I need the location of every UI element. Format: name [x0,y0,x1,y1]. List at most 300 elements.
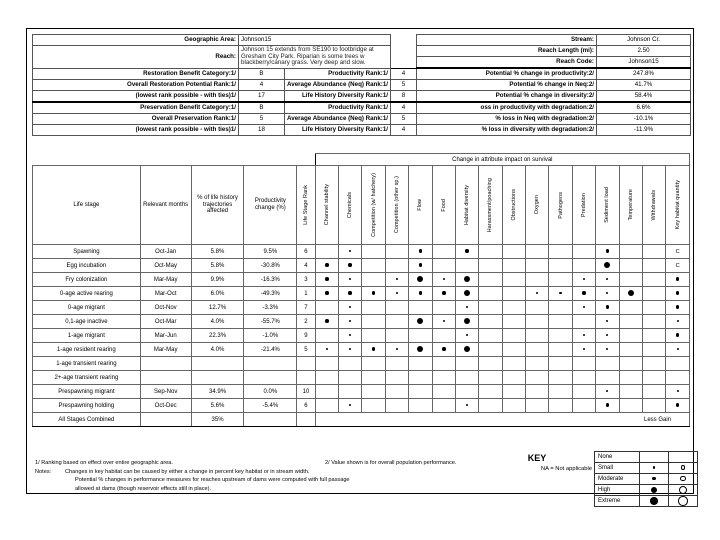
pres-productivity-rank-label: Productivity Rank:1/ [285,102,391,114]
pct-trajectories-affected: 4.0% [191,343,244,357]
col-header-obstructions: Obstructions [502,166,525,245]
potential-neq-label: Potential % change in Neq:2/ [417,80,597,91]
attribute-impact-cell [596,273,619,287]
attribute-impact-cell [455,315,478,329]
impact-dot-mod [676,277,680,281]
col-header-withdrawals: Withdrawals [642,166,665,245]
col-header-competition-w-hatchery: Competition (w/ hatchery) [362,166,385,245]
attribute-impact-cell [455,357,478,371]
stream-label: Stream: [417,35,597,46]
lowest-rank-preservation-label: (lowest rank possible - with ties)1/ [33,125,239,136]
attribute-impact-cell [432,301,455,315]
attribute-impact-cell [385,273,408,287]
life-history-diversity-rank-label: Life History Diversity Rank:1/ [285,91,391,103]
impact-dot-small [396,348,398,350]
impact-dot-mod [676,403,680,407]
attribute-impact-cell [315,273,338,287]
key-row [595,452,698,463]
matrix-row [33,245,690,259]
impact-dot-small [536,292,538,294]
attribute-impact-cell [596,343,619,357]
impact-dot-small [583,348,585,350]
relevant-months: Oct-Nov [140,301,191,315]
attribute-impact-cell [315,245,338,259]
attribute-impact-cell [502,245,525,259]
restoration-benefit-category-value: B [239,68,285,80]
key-row [595,463,698,474]
preservation-row-2 [33,125,691,136]
impact-dot-small [677,320,679,322]
attribute-impact-cell [385,385,408,399]
avg-abundance-rank-label: Average Abundance (Neq) Rank:1/ [285,80,391,91]
attribute-impact-cell [642,245,665,259]
note-3: allowed at dams (though reservoir effects still in place). [75,485,212,492]
attribute-impact-cell [642,273,665,287]
attribute-impact-cell [479,371,502,385]
impact-dot-mod [606,305,610,309]
impact-dot-mod [676,305,680,309]
attribute-impact-cell [455,301,478,315]
attribute-impact-cell [549,245,572,259]
matrix-row [33,371,690,385]
life-stage-rank: 3 [297,273,315,287]
col-header-relevant-months: Relevant months [140,166,191,245]
life-stage-name: 2+-age transient rearing [33,371,141,385]
attribute-impact-cell [409,357,432,371]
impact-dot-small [606,390,608,392]
overall-restoration-rank-label: Overall Restoration Potential Rank:1/ [33,80,239,91]
productivity-change [244,357,297,371]
attribute-impact-cell [315,259,338,273]
reach-length-label: Reach Length (mi): [417,46,597,57]
col-header-channel-stability: Channel stability [315,166,338,245]
impact-dot-small [349,250,351,252]
attribute-impact-cell [619,357,642,371]
impact-dot-mod [419,249,423,253]
attribute-impact-cell [666,371,690,385]
attribute-impact-cell [596,259,619,273]
productivity-change [244,371,297,385]
attribute-impact-cell [409,301,432,315]
attribute-impact-cell [479,329,502,343]
attribute-impact-cell [479,245,502,259]
life-stage-name: Egg incubation [33,259,141,273]
attribute-impact-cell [315,385,338,399]
attribute-impact-cell [619,315,642,329]
life-stage-name: 0,1-age inactive [33,315,141,329]
impact-dot-mod [582,291,586,295]
preservation-benefit-category-value: B [239,102,285,114]
attribute-impact-cell [339,259,362,273]
attribute-impact-cell [666,385,690,399]
impact-dot-mod [419,291,423,295]
key-filled-symbol [640,474,669,485]
attribute-impact-cell [642,259,665,273]
col-header-life-stage: Life stage [33,166,141,245]
attribute-impact-cell [572,343,595,357]
impact-dot-mod [325,277,329,281]
attribute-impact-cell [432,287,455,301]
life-stage-rank: 9 [297,329,315,343]
impact-dot-small [349,334,351,336]
life-stage-name: Prespawning holding [33,399,141,413]
lowest-rank-preservation-value: 18 [239,125,285,136]
key-label: None [595,452,640,463]
col-header-sediment-load: Sediment load [596,166,619,245]
impact-dot-small [349,348,351,350]
reach-length-value: 2.50 [597,46,691,57]
impact-dot-high [604,262,610,268]
impact-dot-small [396,292,398,294]
impact-dot-mod [372,347,376,351]
attribute-impact-cell [362,385,385,399]
attribute-impact-cell [526,357,549,371]
attribute-impact-cell [572,357,595,371]
attribute-impact-cell [549,273,572,287]
col-header-oxygen: Oxygen [526,166,549,245]
relevant-months: Oct-Jan [140,245,191,259]
productivity-change: 9.5% [244,245,297,259]
attribute-impact-cell [409,371,432,385]
impact-dot-mod [442,347,446,351]
attribute-impact-cell [432,315,455,329]
attribute-impact-cell [596,245,619,259]
attribute-impact-cell [502,259,525,273]
impact-dot-small [466,334,468,336]
pct-trajectories-affected [191,371,244,385]
attribute-impact-cell [315,357,338,371]
life-stage-rank: 6 [297,399,315,413]
attribute-impact-cell [362,357,385,371]
life-stage-rank [297,357,315,371]
life-stage-matrix [32,153,690,427]
attribute-impact-cell [455,343,478,357]
relevant-months: Oct-Mar [140,315,191,329]
attribute-group-title: Change in attribute impact on survival [315,154,689,166]
key-filled-symbol [640,452,669,463]
restoration-benefit-category-label: Restoration Benefit Category:1/ [33,68,239,80]
impact-dot-mod [325,263,329,267]
pct-trajectories-affected: 34.9% [191,385,244,399]
attribute-impact-cell [339,357,362,371]
attribute-impact-cell [432,343,455,357]
impact-dot-high [464,346,470,352]
attribute-impact-cell [479,385,502,399]
attribute-impact-cell [596,301,619,315]
impact-dot-mod [606,403,610,407]
attribute-impact-cell [526,273,549,287]
attribute-impact-cell [666,329,690,343]
geographic-area-label: Geographic Area: [33,35,239,46]
overall-restoration-rank-value: 4 [239,80,285,91]
ring-icon [678,496,688,506]
attribute-impact-cell [479,343,502,357]
attribute-impact-cell [455,273,478,287]
overall-preservation-rank-label: Overall Preservation Rank:1/ [33,114,239,125]
attribute-impact-cell [642,315,665,329]
impact-dot-mod [325,319,329,323]
attribute-impact-cell [642,399,665,413]
attribute-impact-cell [432,357,455,371]
life-stage-name: 0-age active rearing [33,287,141,301]
attribute-impact-cell [432,399,455,413]
impact-dot-mod [348,263,352,267]
potential-productivity-label: Potential % change in productivity:2/ [417,68,597,80]
attribute-impact-cell [596,385,619,399]
lowest-rank-restoration-label: (lowest rank possible - with ties)1/ [33,91,239,103]
attribute-impact-cell [502,399,525,413]
pres-productivity-rank-value: 4 [391,102,417,114]
impact-dot-small [349,320,351,322]
pct-trajectories-affected: 22.3% [191,329,244,343]
attribute-impact-cell [596,287,619,301]
total-row-label: All Stages Combined [33,413,141,427]
attribute-impact-cell [479,287,502,301]
key-row [595,485,698,496]
productivity-change: -3.3% [244,301,297,315]
life-stage-rank: 10 [297,385,315,399]
attribute-impact-cell [572,329,595,343]
productivity-rank-value: 4 [391,68,417,80]
matrix-header-spacer [33,154,316,166]
attribute-impact-cell [409,315,432,329]
matrix-group-header-row [33,154,690,166]
attribute-impact-cell [315,371,338,385]
attribute-impact-cell [502,273,525,287]
preservation-row-1 [33,114,691,125]
key-label: Moderate [595,474,640,485]
attribute-impact-cell [409,273,432,287]
col-header-competition-other-sp: Competition (other sp.) [385,166,408,245]
less-gain-label: Less Gain [315,413,689,427]
dot-icon [650,497,657,504]
reach-code-value: Johnson15 [597,57,691,69]
attribute-impact-cell [502,287,525,301]
relevant-months: Mar-May [140,273,191,287]
key-ring-symbol [669,463,698,474]
attribute-impact-cell [549,301,572,315]
attribute-impact-cell [526,399,549,413]
attribute-impact-cell [409,343,432,357]
life-stage-matrix-wrapper [32,153,690,427]
col-header-temperature: Temperature [619,166,642,245]
attribute-impact-cell [502,357,525,371]
matrix-row [33,287,690,301]
attribute-impact-cell [526,259,549,273]
attribute-impact-cell [479,315,502,329]
attribute-impact-cell [619,245,642,259]
attribute-impact-cell [549,357,572,371]
pct-trajectories-affected: 5.8% [191,245,244,259]
attribute-impact-cell [502,371,525,385]
impact-dot-high [464,318,470,324]
life-stage-name: Spawning [33,245,141,259]
loss-neq-label: % loss in Neq with degradation:2/ [417,114,597,125]
attribute-impact-cell [526,287,549,301]
attribute-impact-cell [339,329,362,343]
attribute-impact-cell [666,399,690,413]
relevant-months: Oct-Dec [140,399,191,413]
attribute-impact-cell [526,371,549,385]
key-row [595,496,698,507]
productivity-change: -30.8% [244,259,297,273]
key-filled-symbol [640,496,669,507]
attribute-impact-cell [619,371,642,385]
attribute-impact-cell [385,357,408,371]
impact-dot-small [349,404,351,406]
attribute-impact-cell [572,301,595,315]
life-stage-rank: 1 [297,287,315,301]
matrix-row [33,343,690,357]
dot-icon [651,487,657,493]
attribute-impact-cell [666,357,690,371]
header-row-geographic-area [33,35,691,46]
loss-neq-value: -10.1% [597,114,691,125]
impact-dot-high [628,290,634,296]
matrix-row [33,315,690,329]
key-label: Small [595,463,640,474]
restoration-row-0 [33,68,691,80]
attribute-impact-cell [339,385,362,399]
footnote-1: 1/ Ranking based on effect over entire geographic area. [35,460,173,466]
impact-dot-small [326,348,328,350]
attribute-impact-cell [549,329,572,343]
productivity-change: -1.0% [244,329,297,343]
geographic-area-value: Johnson15 [239,35,391,46]
attribute-impact-cell [339,287,362,301]
attribute-impact-cell [455,371,478,385]
attribute-impact-cell [409,385,432,399]
col-header-predation: Predation [572,166,595,245]
attribute-impact-cell [572,273,595,287]
footnote-2: 2/ Value shown is for overall population performance. [325,460,457,466]
attribute-impact-cell [362,329,385,343]
dot-icon [652,477,656,481]
pct-trajectories-affected: 5.8% [191,259,244,273]
attribute-impact-cell [642,371,665,385]
restoration-row-2 [33,91,691,103]
attribute-impact-cell [432,371,455,385]
life-stage-name: 1-age resident rearing [33,343,141,357]
life-stage-name: 0-age migrant [33,301,141,315]
attribute-impact-cell [572,287,595,301]
attribute-impact-cell [315,343,338,357]
attribute-impact-cell [619,287,642,301]
attribute-impact-cell [666,301,690,315]
attribute-impact-cell [385,315,408,329]
pres-life-history-rank-label: Life History Diversity Rank:1/ [285,125,391,136]
life-stage-rank: 7 [297,301,315,315]
dot-icon [653,466,655,468]
life-stage-rank: 2 [297,315,315,329]
pct-trajectories-affected [191,357,244,371]
impact-letter: C [675,248,680,255]
ring-icon [681,465,686,470]
impact-dot-mod [676,333,680,337]
relevant-months [140,371,191,385]
impact-dot-mod [372,291,376,295]
attribute-impact-cell [362,259,385,273]
attribute-impact-cell [455,245,478,259]
attribute-impact-cell [502,315,525,329]
total-row-pct: 35% [191,413,244,427]
report-frame [26,28,694,504]
relevant-months [140,357,191,371]
life-stage-rank [297,371,315,385]
col-header-productivity-change: Productivity change (%) [244,166,297,245]
attribute-impact-cell [385,301,408,315]
attribute-impact-cell [549,399,572,413]
life-stage-name: 1-age transient rearing [33,357,141,371]
matrix-column-header-row [33,166,690,245]
total-row-months [140,413,191,427]
attribute-impact-cell [526,245,549,259]
loss-diversity-label: % loss in diversity with degradation:2/ [417,125,597,136]
impact-dot-small [677,348,679,350]
attribute-impact-cell [409,329,432,343]
attribute-impact-cell [596,315,619,329]
impact-dot-small [606,348,608,350]
attribute-impact-cell [549,385,572,399]
attribute-impact-cell [619,399,642,413]
pres-avg-abundance-rank-value: 5 [391,114,417,125]
productivity-change: -5.4% [244,399,297,413]
attribute-impact-cell [502,301,525,315]
spacer-cell [391,57,417,69]
matrix-row [33,399,690,413]
header-row-reach [33,46,691,57]
potential-diversity-value: 58.4% [597,91,691,103]
attribute-impact-cell [572,385,595,399]
attribute-impact-cell [642,329,665,343]
impact-dot-small [606,292,608,294]
attribute-impact-cell [619,301,642,315]
impact-dot-high [417,346,423,352]
attribute-impact-cell [315,315,338,329]
attribute-impact-cell [385,259,408,273]
impact-dot-small [583,278,585,280]
attribute-impact-cell [572,245,595,259]
life-stage-name: Fry colonization [33,273,141,287]
attribute-impact-cell [596,329,619,343]
attribute-impact-cell [479,301,502,315]
avg-abundance-rank-value: 5 [391,80,417,91]
impact-dot-high [464,276,470,282]
spacer-cell [391,35,417,46]
col-header-chemicals: Chemicals [339,166,362,245]
reach-description: Johnson 15 extends from SE190 to footbridge at Gresham City Park. Riparian is some trees w blackberry/canary grass. Very deep and slow. [239,46,391,69]
life-stage-name: 1-age migrant [33,329,141,343]
attribute-impact-cell [339,273,362,287]
attribute-impact-cell [339,371,362,385]
key-ring-symbol [669,485,698,496]
key-na-note: NA = Not applicable [540,466,592,472]
attribute-impact-cell [315,329,338,343]
attribute-impact-cell [315,301,338,315]
key-ring-symbol [669,452,698,463]
pres-life-history-rank-value: 4 [391,125,417,136]
impact-dot-mod [606,249,610,253]
attribute-impact-cell [549,371,572,385]
productivity-rank-label: Productivity Rank:1/ [285,68,391,80]
attribute-impact-cell [619,259,642,273]
attribute-impact-cell [409,399,432,413]
key-title: KEY [527,453,547,463]
attribute-impact-cell [315,287,338,301]
attribute-impact-cell [526,301,549,315]
key-filled-symbol [640,485,669,496]
attribute-impact-cell [409,245,432,259]
